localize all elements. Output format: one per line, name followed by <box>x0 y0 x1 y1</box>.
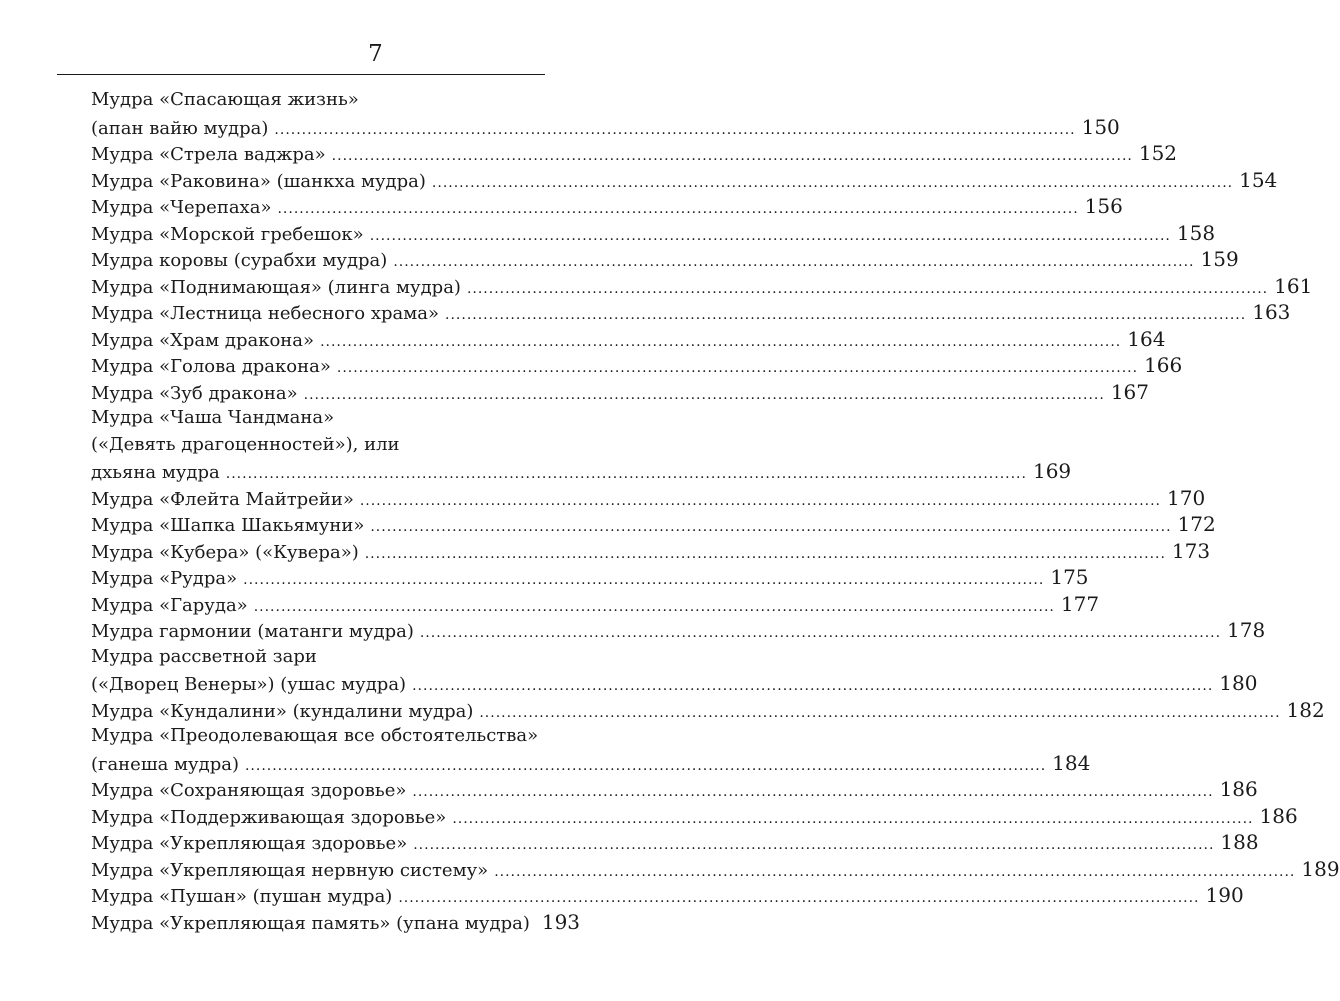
toc-entry-row <box>91 591 1100 618</box>
toc-entry-title: дхьяна мудра <box>91 462 220 483</box>
toc-entry-page-number: 164 <box>1127 326 1166 351</box>
toc-entry <box>91 193 1123 220</box>
page-number: 7 <box>368 41 383 67</box>
dot-leader <box>467 276 1268 303</box>
toc-entry-page-number: 178 <box>1227 618 1266 642</box>
toc-entry <box>91 485 1206 512</box>
toc-entry-row <box>91 511 1216 538</box>
toc-entry <box>91 405 1072 485</box>
dot-leader <box>494 859 1295 886</box>
toc-entry-title: Мудра гармонии (матанги мудра) <box>91 621 414 642</box>
toc-entry-title: Мудра «Черепаха» <box>91 197 272 218</box>
toc-entry <box>91 246 1239 273</box>
toc-entry-row <box>91 193 1123 220</box>
toc-entry-row <box>91 485 1206 512</box>
toc-entry-page-number: 173 <box>1171 538 1211 563</box>
toc-entry-page-number: 186 <box>1219 777 1258 801</box>
toc-entry <box>91 882 1244 909</box>
dot-leader <box>245 753 1046 780</box>
toc-entry-row <box>91 538 1211 565</box>
toc-entry-title: Мудра «Раковина» (шанкха мудра) <box>91 170 426 192</box>
dot-leader <box>243 567 1044 594</box>
toc-entry-title: Мудра «Гаруда» <box>91 594 248 616</box>
toc-entry-row <box>91 220 1216 247</box>
toc-entry-row <box>91 750 1091 777</box>
toc-entry-page-number: 188 <box>1220 830 1259 854</box>
toc-entry-page-number: 189 <box>1301 856 1340 881</box>
toc-entry-row <box>91 882 1244 909</box>
toc-entry-row <box>91 299 1291 326</box>
toc-entry-page-number: 167 <box>1110 379 1149 404</box>
dot-leader <box>226 461 1027 488</box>
toc-entry <box>91 220 1216 247</box>
toc-entry-page-number: 159 <box>1200 247 1239 271</box>
toc-entry <box>91 564 1089 591</box>
toc-entry-title: Мудра «Кубера» («Кувера») <box>91 541 359 563</box>
dot-leader <box>365 541 1166 568</box>
toc-entry <box>91 511 1216 538</box>
toc-entry <box>91 803 1298 830</box>
dot-leader <box>337 355 1138 382</box>
toc-entry-page-number: 169 <box>1032 459 1072 483</box>
toc-entry-row <box>91 114 1120 141</box>
toc-entry-page-number: 150 <box>1081 114 1120 139</box>
toc-entry-title: Мудра «Флейта Майтрейи» <box>91 488 354 510</box>
toc-entry-title: Мудра «Зуб дракона» <box>91 382 298 404</box>
toc-entry <box>91 87 1120 140</box>
toc-entry-page-number: 161 <box>1274 273 1313 298</box>
toc-entry-page-number: 152 <box>1138 141 1178 165</box>
toc-entry-title: Мудра «Шапка Шакьямуни» <box>91 515 365 536</box>
toc-entry-page-number: 175 <box>1050 565 1089 589</box>
toc-entry <box>91 591 1100 618</box>
toc-entry-row <box>91 670 1258 697</box>
toc-entry-title: Мудра «Поддерживающая здоровье» <box>91 806 447 828</box>
toc-entry-page-number: 156 <box>1084 194 1123 218</box>
toc-entry-page-number: 154 <box>1239 167 1278 192</box>
toc-entry <box>91 697 1325 724</box>
toc-entry-title: Мудра «Храм дракона» <box>91 329 315 351</box>
toc-entry-page-number: 186 <box>1259 803 1298 828</box>
dot-leader <box>479 700 1280 727</box>
toc-entry-row <box>91 697 1325 724</box>
toc-entry-title-line: Мудра «Чаша Чандмана» <box>91 407 335 428</box>
toc-entry-title-line: («Девять драгоценностей»), или <box>91 433 400 455</box>
toc-entry-row <box>91 167 1278 194</box>
toc-entry-title-line: Мудра «Преодолевающая все обстоятельства» <box>91 725 539 746</box>
toc-entry <box>91 538 1211 565</box>
dot-leader <box>274 117 1075 144</box>
dot-leader <box>277 196 1078 223</box>
toc-entry-title: Мудра «Кундалини» (кундалини мудра) <box>91 700 474 722</box>
dot-leader <box>254 594 1055 621</box>
toc-entry-page-number: 163 <box>1252 300 1291 324</box>
toc-entry-title: Мудра «Стрела ваджра» <box>91 144 326 165</box>
toc-entry-row <box>91 829 1259 856</box>
toc-entry-page-number: 177 <box>1060 591 1100 616</box>
toc-entry-title: (ганеша мудра) <box>91 753 239 775</box>
toc-entry-title: Мудра «Лестница небесного храма» <box>91 303 440 324</box>
toc-entry <box>91 273 1313 300</box>
toc-entry <box>91 299 1291 326</box>
dot-leader <box>445 302 1246 329</box>
toc-entry-page-number: 190 <box>1205 883 1244 907</box>
dot-leader <box>370 514 1171 541</box>
toc-entry-title: Мудра «Морской гребешок» <box>91 223 364 245</box>
toc-entry <box>91 352 1183 379</box>
dot-leader <box>320 329 1121 356</box>
dot-leader <box>360 488 1161 515</box>
dot-leader <box>420 620 1221 647</box>
dot-leader <box>370 223 1171 250</box>
toc-entry-page-number: 193 <box>541 909 581 934</box>
toc-entry-title: Мудра «Пушан» (пушан мудра) <box>91 886 393 907</box>
toc-entry <box>91 617 1266 644</box>
toc-entry-title: Мудра «Рудра» <box>91 568 238 589</box>
toc-entry-row <box>91 909 581 936</box>
toc-entry <box>91 379 1149 406</box>
toc-entry-row <box>91 140 1178 167</box>
toc-entry-title: (апан вайю мудра) <box>91 117 269 139</box>
dot-leader <box>332 143 1133 170</box>
toc-entry-page-number: 172 <box>1177 512 1216 536</box>
toc-entry <box>91 326 1166 353</box>
dot-leader <box>304 382 1105 409</box>
toc-entry <box>91 644 1258 697</box>
toc-entry-page-number: 166 <box>1144 353 1183 377</box>
toc-entry-title: Мудра «Укрепляющая память» (упана мудра) <box>91 912 530 934</box>
toc-entry-title: Мудра «Поднимающая» (линга мудра) <box>91 276 461 298</box>
toc-entry-row <box>91 352 1183 379</box>
toc-entry <box>91 140 1178 167</box>
toc-entry-page-number: 184 <box>1052 750 1091 775</box>
toc-entry-row <box>91 856 1340 883</box>
toc-entry-row <box>91 776 1258 803</box>
toc-entry-row <box>91 379 1149 406</box>
toc-entry-title: Мудра «Укрепляющая нервную систему» <box>91 859 489 881</box>
toc-entry-title: («Дворец Венеры») (ушас мудра) <box>91 674 407 695</box>
toc-entry-row <box>91 617 1266 644</box>
toc-entry <box>91 776 1258 803</box>
toc-entry <box>91 909 581 936</box>
toc-entry-title-line: Мудра рассветной зари <box>91 645 317 667</box>
dot-leader <box>413 832 1214 859</box>
toc-entry-page-number: 180 <box>1219 671 1258 695</box>
toc-entry-row <box>91 803 1298 830</box>
dot-leader <box>393 249 1194 276</box>
dot-leader <box>412 779 1213 806</box>
dot-leader <box>412 673 1213 700</box>
toc-entry-row <box>91 326 1166 353</box>
table-of-contents <box>91 87 1340 935</box>
toc-entry <box>91 856 1340 883</box>
toc-entry-row <box>91 246 1239 273</box>
toc-entry-title: Мудра коровы (сурабхи мудра) <box>91 250 388 271</box>
toc-entry <box>91 723 1091 776</box>
toc-entry-title: Мудра «Голова дракона» <box>91 356 331 377</box>
toc-entry-title-line: Мудра «Спасающая жизнь» <box>91 89 359 110</box>
toc-entry <box>91 829 1259 856</box>
toc-entry-page-number: 158 <box>1176 220 1216 245</box>
toc-entry-row <box>91 273 1313 300</box>
toc-entry-page-number: 182 <box>1286 697 1325 722</box>
toc-entry-row <box>91 458 1072 485</box>
toc-entry-row <box>91 564 1089 591</box>
dot-leader <box>452 806 1253 833</box>
toc-entry-page-number: 170 <box>1167 485 1206 510</box>
toc-entry-title: Мудра «Сохраняющая здоровье» <box>91 780 407 801</box>
header-rule <box>57 74 545 75</box>
dot-leader <box>398 885 1199 912</box>
toc-entry-title: Мудра «Укрепляющая здоровье» <box>91 833 408 854</box>
toc-entry <box>91 167 1278 194</box>
